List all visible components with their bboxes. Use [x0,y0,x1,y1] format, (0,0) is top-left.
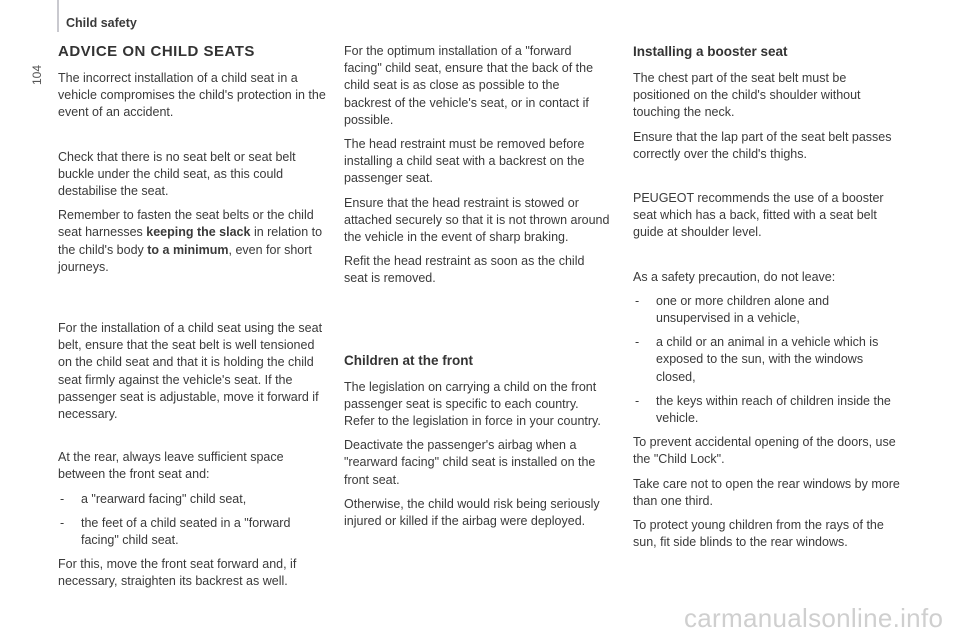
paragraph: Otherwise, the child would risk being seriously injured or killed if the airbag were deployed. [344,496,600,529]
bold-text: keeping the slack [146,225,251,240]
text-run: Remember to fasten the seat belts or the child seat harnesses [58,208,314,240]
paragraph: PEUGEOT recommends the use of a booster seat which has a back, fitted with a seat belt guide at shoulder level. [633,191,884,240]
paragraph: The chest part of the seat belt must be positioned on the child's shoulder without touching the neck. [633,71,861,120]
paragraph: To protect young children from the rays of the sun, fit side blinds to the rear windows. [633,518,884,550]
paragraph: The head restraint must be removed before installing a child seat with a backrest on the passenger seat. [344,137,585,186]
list-item: - a "rearward facing" child seat, [58,491,330,508]
paragraph: The legislation on carrying a child on the front passenger seat is specific to each country. Refer to the legislation in force in your country. [344,379,601,429]
paragraph: Take care not to open the rear windows by more than one third. [633,476,900,508]
page-heading: ADVICE ON CHILD SEATS [58,43,255,60]
paragraph: For this, move the front seat forward and, if necessary, straighten its backrest as well. [58,557,297,589]
list-item: - the keys within reach of children inside the vehicle. [633,393,905,427]
section-heading: Children at the front [344,352,473,368]
paragraph [58,207,330,276]
section-title: Child safety [66,16,137,30]
column-2 [344,43,610,537]
list-item: - the feet of a child seated in a "forward facing" child seat. [58,515,330,549]
text-run: , even for short journeys. [58,242,312,274]
bullet-list [58,491,330,550]
list-item: - a child or an animal in a vehicle which is exposed to the sun, with the windows closed, [633,334,905,386]
paragraph: Check that there is no seat belt or seat belt buckle under the child seat, as this could destabilise the seat. [58,149,296,199]
bold-text: to a minimum [147,242,229,257]
page-number-text: 104 [30,64,44,86]
paragraph: The incorrect installation of a child seat in a vehicle compromises the child's protection in the event of an accident. [58,71,326,120]
page-number [30,45,44,105]
text-run: in relation to the child's body [58,225,323,257]
paragraph: For the optimum installation of a "forward facing" child seat, ensure that the back of the child seat is as close as possible to the backrest of the vehicle's seat, or in contact if possible. [344,44,594,127]
paragraph: As a safety precaution, do not leave: [633,269,836,284]
paragraph: At the rear, always leave sufficient space between the front seat and: [58,450,284,482]
bullet-list [633,293,905,427]
list-item: - one or more children alone and unsupervised in a vehicle, [633,293,905,327]
column-3 [633,43,905,558]
section-marker-bar [57,0,59,32]
paragraph: For the installation of a child seat using the seat belt, ensure that the seat belt is well tensioned on the child seat and that it is holding the child seat firmly against the vehicle's seat. If the passenger seat is adjustable, move it forward if necessary. [58,321,323,422]
section-heading: Installing a booster seat [633,44,788,59]
paragraph: Ensure that the lap part of the seat belt passes correctly over the child's thighs. [633,129,892,161]
column-1 [58,43,330,598]
paragraph: Refit the head restraint as soon as the child seat is removed. [344,254,585,286]
watermark: carmanualsonline.info [684,603,944,633]
paragraph: To prevent accidental opening of the doors, use the "Child Lock". [633,435,896,467]
paragraph: Deactivate the passenger's airbag when a "rearward facing" child seat is installed on the front seat. [344,438,596,487]
paragraph: Ensure that the head restraint is stowed or attached securely so that it is not thrown around the vehicle in the event of sharp braking. [344,195,610,245]
